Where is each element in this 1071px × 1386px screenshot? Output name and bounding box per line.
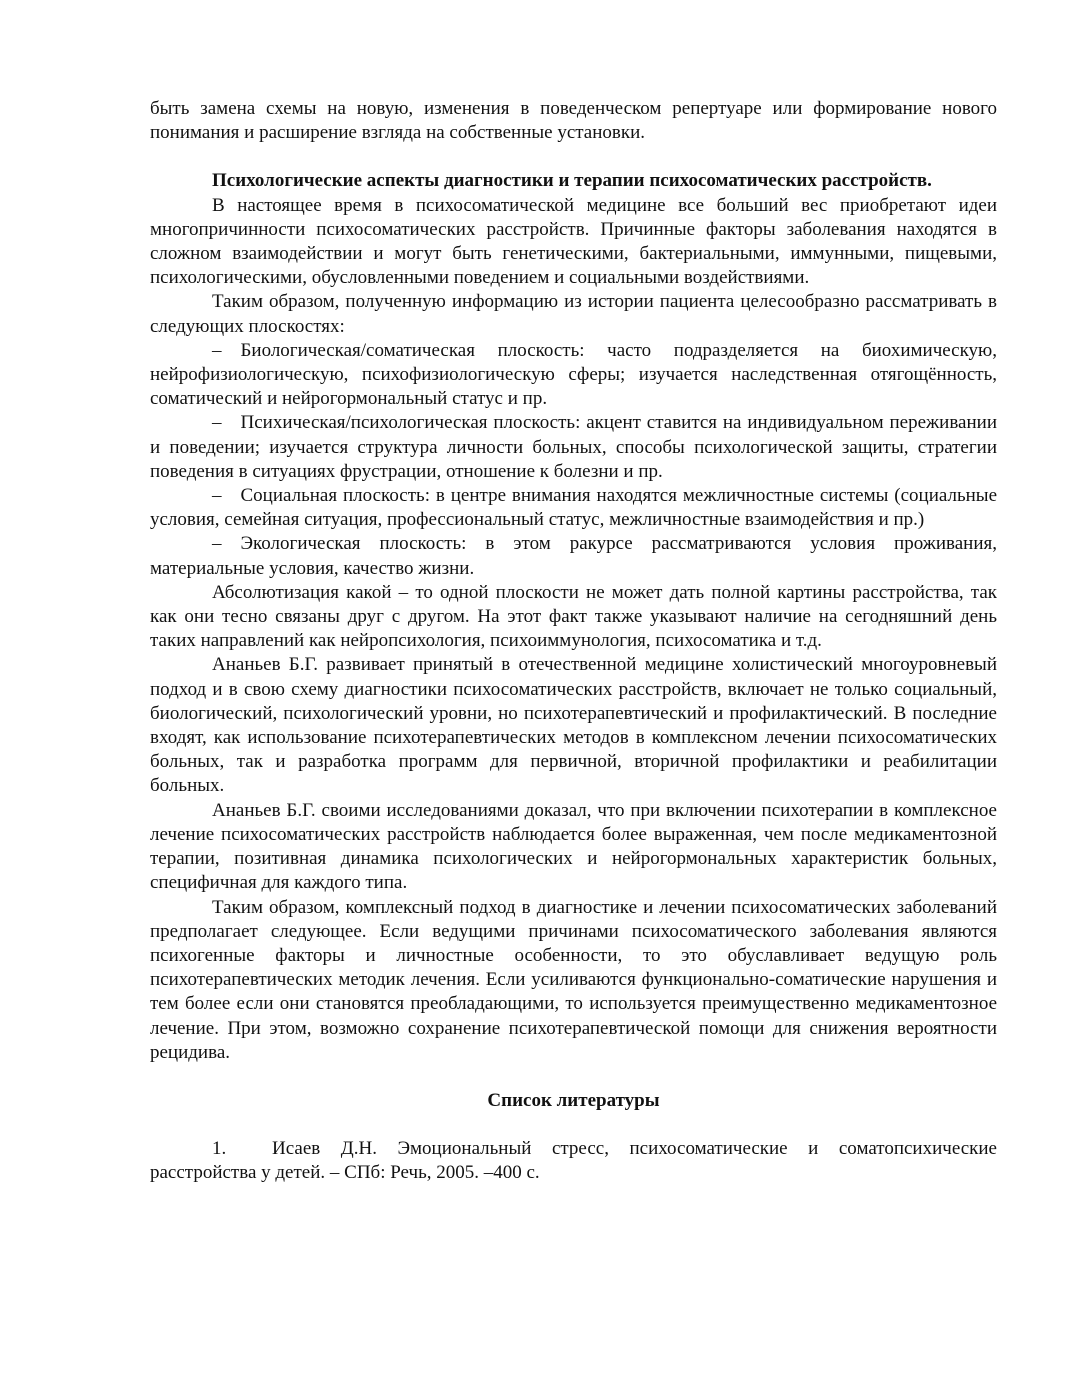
paragraph-continuation: быть замена схемы на новую, изменения в поведенческом репертуаре или формирование нового понимания и расширение взгляда на собственные установки. (150, 98, 997, 144)
paragraph-ananiev-approach: Ананьев Б.Г. развивает принятый в отечественной медицине холистический многоуровневый подход и в свою схему диагностики психосоматических расстройств, включает не только социальный, биологический, психологический уровни, но психотерапевтический и профилактический. В последние входят, как использование психотерапевтических методов в комплексном лечении психосоматических больных, так и разработка программ для первичной, вторичной профилактики и реабилитации больных. (150, 654, 997, 797)
spacer (150, 1113, 997, 1137)
reference-text: Исаев Д.Н. Эмоциональный стресс, психосоматические и соматопсихические расстройства у детей. – СПб: Речь, 2005. –400 с. (150, 1138, 997, 1184)
paragraph-multicausality: В настоящее время в психосоматической медицине все больший вес приобретают идеи многопричинности психосоматических расстройств. Причинные факторы заболевания находятся в сложном взаимодействии и могут быть генетическими, бактериальными, иммунными, пищевыми, психологическими, обусловленными поведением и социальными воздействиями. (150, 194, 997, 289)
list-item-biological: – Биологическая/соматическая плоскость: часто подразделяется на биохимическую, нейрофизиологическую, психофизиологическую сферы; изучается наследственная отягощённость, соматический и нейрогормональный статус и пр. (150, 339, 997, 410)
section-heading: Психологические аспекты диагностики и терапии психосоматических расстройств. (212, 170, 932, 192)
reference-item (150, 1137, 997, 1185)
references-title: Список литературы (487, 1089, 660, 1111)
spacer (150, 1065, 997, 1089)
list-item-social: – Социальная плоскость: в центре внимания находятся межличностные системы (социальные условия, семейная ситуация, профессиональный статус, межличностные взаимодействия и пр.) (150, 485, 997, 531)
paragraph-ananiev-research: Ананьев Б.Г. своими исследованиями доказал, что при включении психотерапии в комплексное лечение психосоматических расстройств наблюдается более выраженная, чем после медикаментозной терапии, позитивная динамика психологических и нейрогормональных характеристик больных, специфичная для каждого типа. (150, 799, 997, 894)
reference-number: 1. (212, 1138, 227, 1160)
list-item-ecological: – Экологическая плоскость: в этом ракурсе рассматриваются условия проживания, материальные условия, качество жизни. (150, 533, 997, 579)
list-item-psychological: – Психическая/психологическая плоскость: акцент ставится на индивидуальном переживании и поведении; изучается структура личности больных, способы психологической защиты, стратегии поведения в ситуациях фрустрации, отношение к болезни и пр. (150, 412, 997, 482)
spacer (150, 145, 997, 169)
paragraph-conclusion: Таким образом, комплексный подход в диагностике и лечении психосоматических заболеваний предполагает следующее. Если ведущими причинами психосоматического заболевания являются психогенные факторы и личностные особенности, то это обуславливает ведущую роль психотерапевтических методик лечения. Если усиливаются функционально-соматические нарушения и тем более если они становятся преобладающими, то используется преимущественно медикаментозное лечение. При этом, возможно сохранение психотерапевтической помощи для снижения вероятности рецидива. (150, 896, 997, 1063)
paragraph-planes-intro: Таким образом, полученную информацию из истории пациента целесообразно рассматривать в следующих плоскостях: (150, 291, 997, 337)
paragraph-absolutization: Абсолютизация какой – то одной плоскости не может дать полной картины расстройства, так как они тесно связаны друг с другом. На этот факт также указывают наличие на сегодняшний день таких направлений как нейропсихология, психоиммунология, психосоматика и т.д. (150, 581, 997, 652)
document-page (150, 97, 997, 1186)
